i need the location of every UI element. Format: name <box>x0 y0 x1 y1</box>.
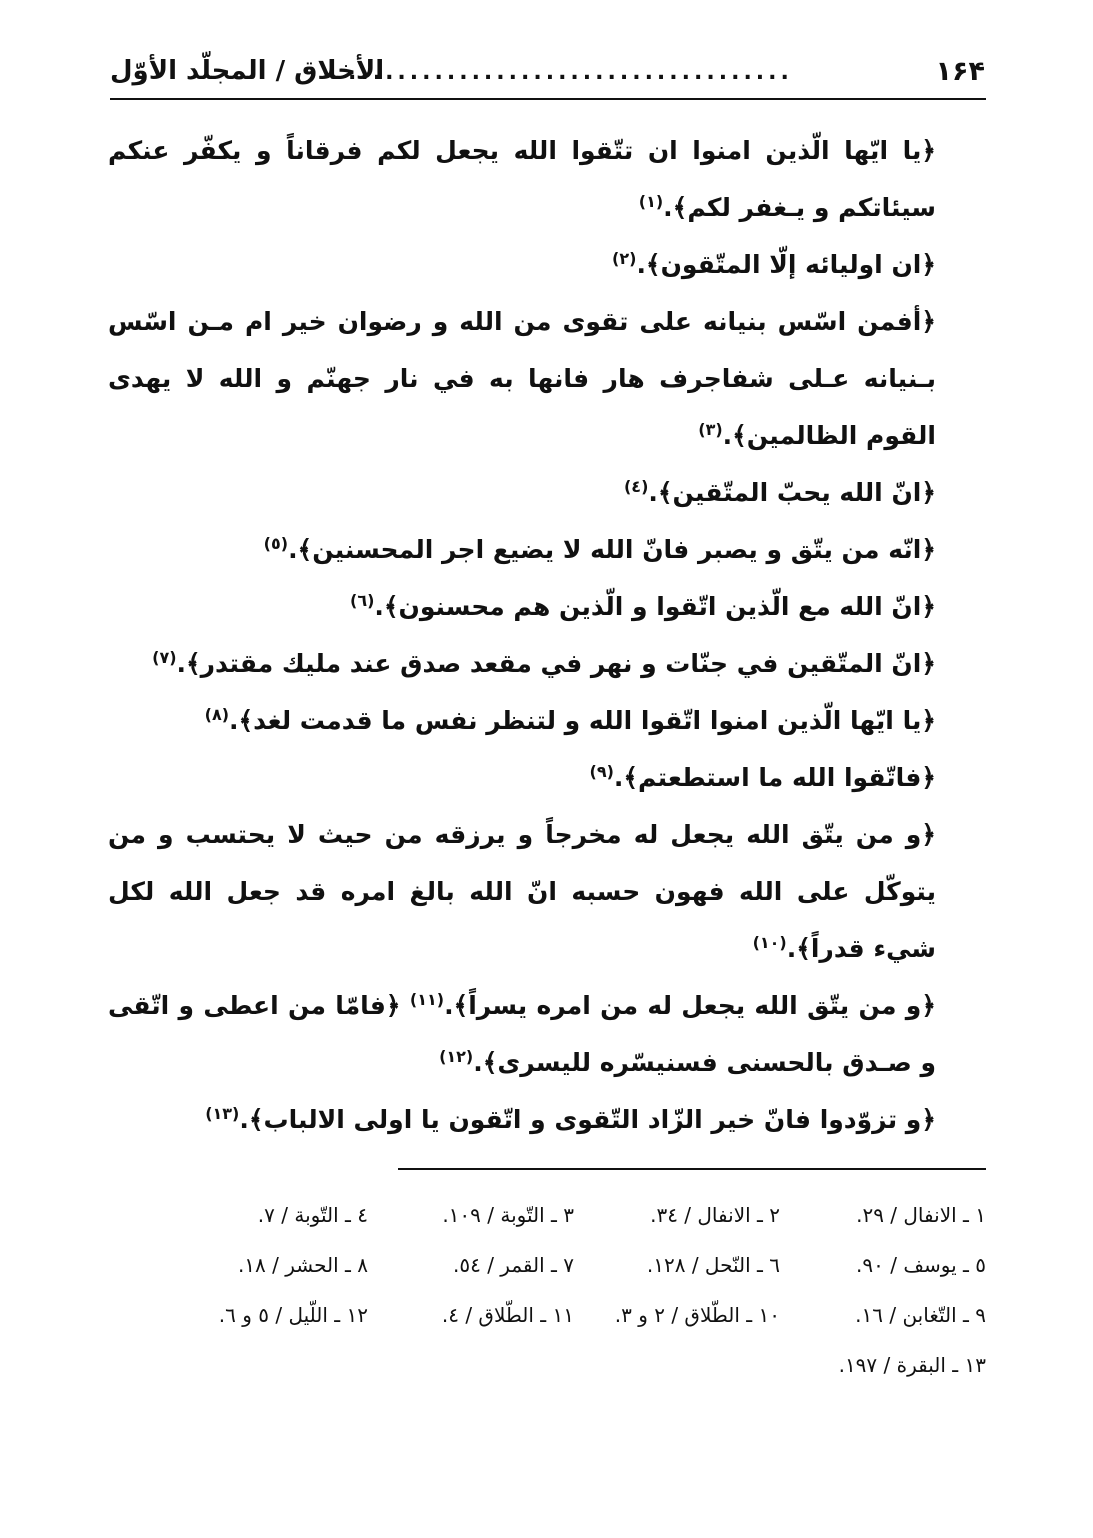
footnote-ref: (٣) <box>698 420 723 439</box>
footnote-item: ١٢ ـ اللّيل / ٥ و ٦. <box>218 1303 368 1327</box>
page-header <box>110 52 985 102</box>
header-leader-dots: .................................... <box>348 60 793 85</box>
verse-1: ﴿يا ايّها الّذين امنوا ان تتّقوا الله يجعل لكم فرقاناً و يكفّر عنكم سيئاتكم و يـغفر لكم﴾.$^{(١)}$ <box>108 136 936 222</box>
footnote-item: ٢ ـ الانفال / ٣٤. <box>650 1203 780 1227</box>
footnote-item: ٦ ـ النّحل / ١٢٨. <box>646 1253 780 1277</box>
verse-7: ﴿انّ المتّقين في جنّات و نهر في مقعد صدق عند مليك مقتدر﴾.$^{(٧)}$ <box>152 648 936 678</box>
footnote-item: ٣ ـ التّوبة / ١٠٩. <box>442 1203 574 1227</box>
verse-2: ﴿ان اوليائه إلّا المتّقون﴾.$^{(٢)}$ <box>612 249 936 279</box>
page-number: ١۶۴ <box>935 56 985 87</box>
footnote-item: ١٣ ـ البقرة / ١٩٧. <box>838 1353 986 1377</box>
footnote-ref: (٩) <box>589 762 614 781</box>
footnote-item: ٨ ـ الحشر / ١٨. <box>237 1253 368 1277</box>
footnote-row <box>150 1240 986 1290</box>
header-divider <box>110 98 986 100</box>
footnote-ref: (٤) <box>623 477 649 496</box>
verse-5: ﴿انّه من يتّق و يصبر فانّ الله لا يضيع اجر المحسنين﴾.$^{(٥)}$ <box>263 534 936 564</box>
verse-4: ﴿انّ الله يحبّ المتّقين﴾.$^{(٤)}$ <box>623 477 936 507</box>
footnote-item: ١ ـ الانفال / ٢٩. <box>856 1203 986 1227</box>
verse-3: ﴿أفمن اسّس بنيانه على تقوى من الله و رضوان خير ام مـن اسّس بـنيانه عـلى شفاجرف هار فانها به في نار جهنّم و الله لا يهدى القوم الظالمين﴾.$^{(٣)}$ <box>108 307 936 450</box>
running-title: الأخلاق / المجلّد الأوّل <box>110 56 385 86</box>
footnote-item: ٩ ـ التّغابن / ١٦. <box>855 1303 986 1327</box>
footnotes <box>150 1190 986 1390</box>
verse-10: ﴿و من يتّق الله يجعل له مخرجاً و يرزقه من حيث لا يحتسب و من يتوكّل على الله فهون حسبه انّ الله بالغ امره قد جعل الله لكل شيء قدراً﴾.$^{(١٠)}$ <box>108 820 936 963</box>
footnote-item: ٤ ـ التّوبة / ٧. <box>257 1203 368 1227</box>
footnote-ref: (١١) <box>409 990 445 1009</box>
verse-9: ﴿فاتّقوا الله ما استطعتم﴾.$^{(٩)}$ <box>589 762 936 792</box>
footnote-item: ٧ ـ القمر / ٥٤. <box>453 1253 574 1277</box>
footnote-ref: (٧) <box>152 648 177 667</box>
footnote-ref: (١) <box>638 192 664 211</box>
footnote-row <box>150 1290 986 1340</box>
footnote-ref: (١٣) <box>205 1104 240 1123</box>
verse-13: ﴿و تزوّدوا فانّ خير الزّاد التّقوى و اتّقون يا اولى الالباب﴾.$^{(١٣)}$ <box>205 1104 936 1134</box>
footnote-ref: (٥) <box>263 534 289 553</box>
verse-6: ﴿انّ الله مع الّذين اتّقوا و الّذين هم محسنون﴾.$^{(٦)}$ <box>350 591 936 621</box>
footnote-ref: (١٢) <box>439 1047 474 1066</box>
verses-body <box>108 122 986 1148</box>
footnote-ref: (١٠) <box>752 933 787 952</box>
footnote-ref: (٢) <box>612 249 637 268</box>
footnote-row <box>150 1190 986 1240</box>
footnote-item: ١١ ـ الطّلاق / ٤. <box>441 1303 574 1327</box>
footnote-item: ١٠ ـ الطّلاق / ٢ و ٣. <box>614 1303 780 1327</box>
footnote-divider <box>398 1168 986 1170</box>
footnote-ref: (٨) <box>204 705 230 724</box>
footnote-ref: (٦) <box>350 591 375 610</box>
footnote-row <box>150 1340 986 1390</box>
verse-8: ﴿يا ايّها الّذين امنوا اتّقوا الله و لتنظر نفس ما قدمت لغد﴾.$^{(٨)}$ <box>204 705 936 735</box>
verse-11-12: ﴿و من يتّق الله يجعل له من امره يسراً﴾.$^{(١١)}$ ﴿فامّا من اعطى و اتّقى و صـدق بالحسنى فسنيسّره لليسرى﴾.$^{(١٢)}$ <box>108 990 936 1077</box>
footnote-item: ٥ ـ يوسف / ٩٠. <box>856 1253 986 1277</box>
